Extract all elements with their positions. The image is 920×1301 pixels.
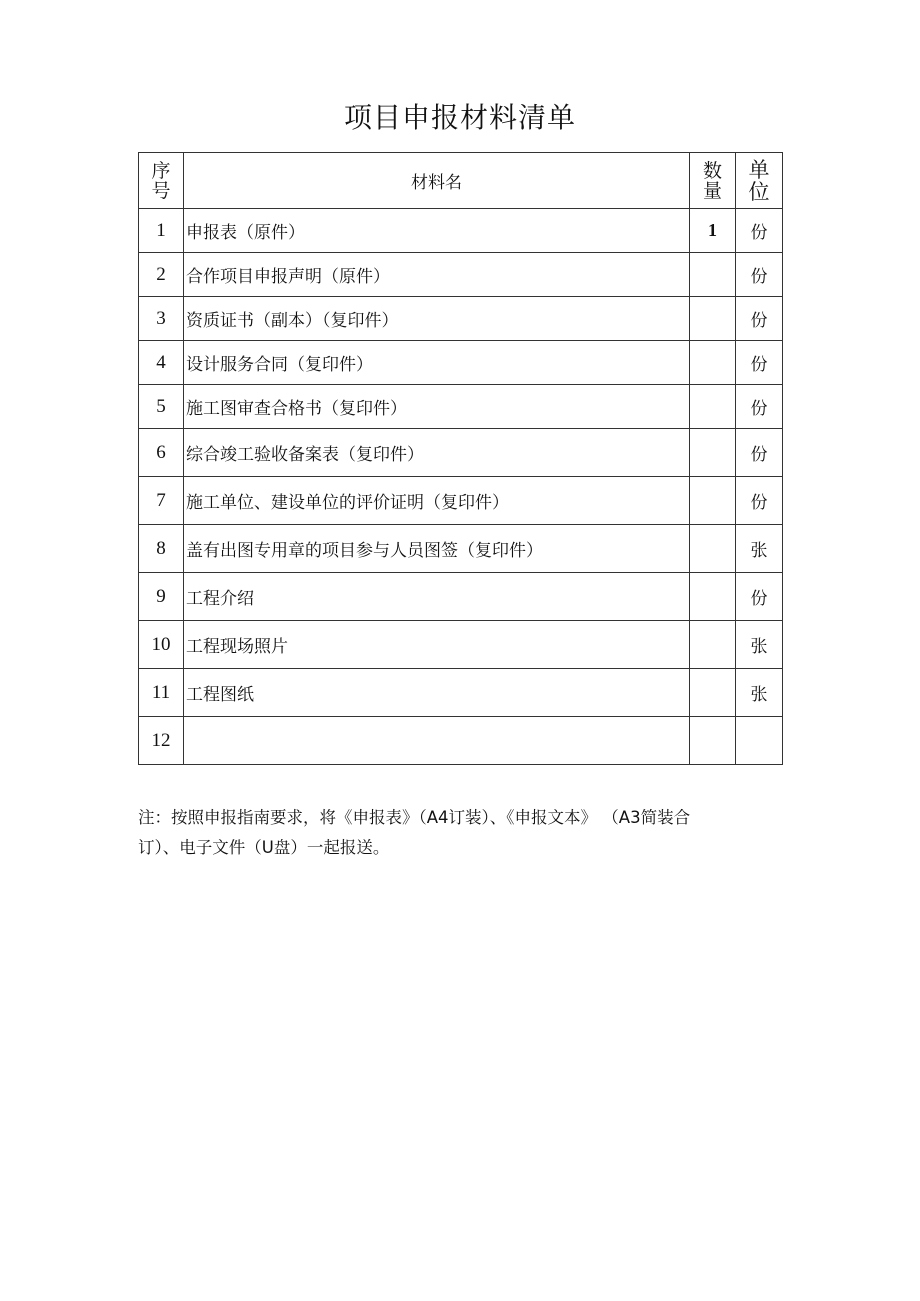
header-no-line2: 号: [151, 179, 171, 202]
row-qty: [690, 717, 736, 765]
row-unit: 份: [736, 209, 783, 253]
table-row: [139, 525, 783, 573]
row-qty: [690, 429, 736, 477]
row-qty: [690, 669, 736, 717]
row-unit: 份: [736, 297, 783, 341]
table-row: [139, 297, 783, 341]
table-row: [139, 341, 783, 385]
table-row: [139, 621, 783, 669]
footnote: [138, 803, 786, 863]
row-name: 工程现场照片: [184, 621, 690, 669]
row-no: 2: [139, 253, 184, 297]
header-unit-line2: 位: [748, 179, 770, 204]
row-unit: 张: [736, 621, 783, 669]
row-no: 3: [139, 297, 184, 341]
row-unit: 份: [736, 477, 783, 525]
row-qty: [690, 477, 736, 525]
row-name: [184, 717, 690, 765]
row-unit: [736, 717, 783, 765]
row-no: 9: [139, 573, 184, 621]
row-unit: 份: [736, 341, 783, 385]
header-unit-line1: 单: [748, 157, 770, 182]
table-row: [139, 573, 783, 621]
row-no: 10: [139, 621, 184, 669]
table-row: [139, 717, 783, 765]
table-row: [139, 385, 783, 429]
table-row: [139, 429, 783, 477]
page-title: 项目申报材料清单: [343, 101, 576, 134]
header-qty-line2: 量: [702, 179, 722, 202]
header-name: 材料名: [184, 153, 690, 209]
row-name: 合作项目申报声明（原件）: [184, 253, 690, 297]
row-unit: 张: [736, 669, 783, 717]
row-name: 施工图审查合格书（复印件）: [184, 385, 690, 429]
table-row: [139, 209, 783, 253]
row-no: 7: [139, 477, 184, 525]
header-unit: [736, 153, 783, 209]
table-row: [139, 477, 783, 525]
row-unit: 份: [736, 573, 783, 621]
row-no: 12: [139, 717, 184, 765]
table-row: [139, 253, 783, 297]
row-qty: [690, 573, 736, 621]
row-no: 5: [139, 385, 184, 429]
row-qty: [690, 525, 736, 573]
footnote-line2: 订）、电子文件（U盘）一起报送。: [138, 838, 390, 857]
row-name: 申报表（原件）: [184, 209, 690, 253]
row-unit: 张: [736, 525, 783, 573]
row-name: 施工单位、建设单位的评价证明（复印件）: [184, 477, 690, 525]
row-qty: [690, 341, 736, 385]
header-no-line1: 序: [151, 159, 171, 182]
row-no: 11: [139, 669, 184, 717]
row-no: 1: [139, 209, 184, 253]
row-name: 综合竣工验收备案表（复印件）: [184, 429, 690, 477]
row-unit: 份: [736, 253, 783, 297]
table-row: [139, 669, 783, 717]
row-qty: [690, 385, 736, 429]
row-qty: [690, 297, 736, 341]
row-unit: 份: [736, 385, 783, 429]
row-no: 6: [139, 429, 184, 477]
row-qty: [690, 253, 736, 297]
header-qty: [690, 153, 736, 209]
row-unit: 份: [736, 429, 783, 477]
row-qty: 1: [690, 209, 736, 253]
row-no: 8: [139, 525, 184, 573]
header-qty-line1: 数: [702, 159, 722, 182]
row-qty: [690, 621, 736, 669]
header-no: [139, 153, 184, 209]
row-no: 4: [139, 341, 184, 385]
row-name: 工程图纸: [184, 669, 690, 717]
materials-table: [138, 152, 783, 765]
footnote-line1: 注：按照申报指南要求，将《申报表》（A4订装）、《申报文本》 （A3简装合: [138, 808, 691, 827]
row-name: 设计服务合同（复印件）: [184, 341, 690, 385]
table-header-row: [139, 153, 783, 209]
row-name: 资质证书（副本）（复印件）: [184, 297, 690, 341]
row-name: 工程介绍: [184, 573, 690, 621]
row-name: 盖有出图专用章的项目参与人员图签（复印件）: [184, 525, 690, 573]
